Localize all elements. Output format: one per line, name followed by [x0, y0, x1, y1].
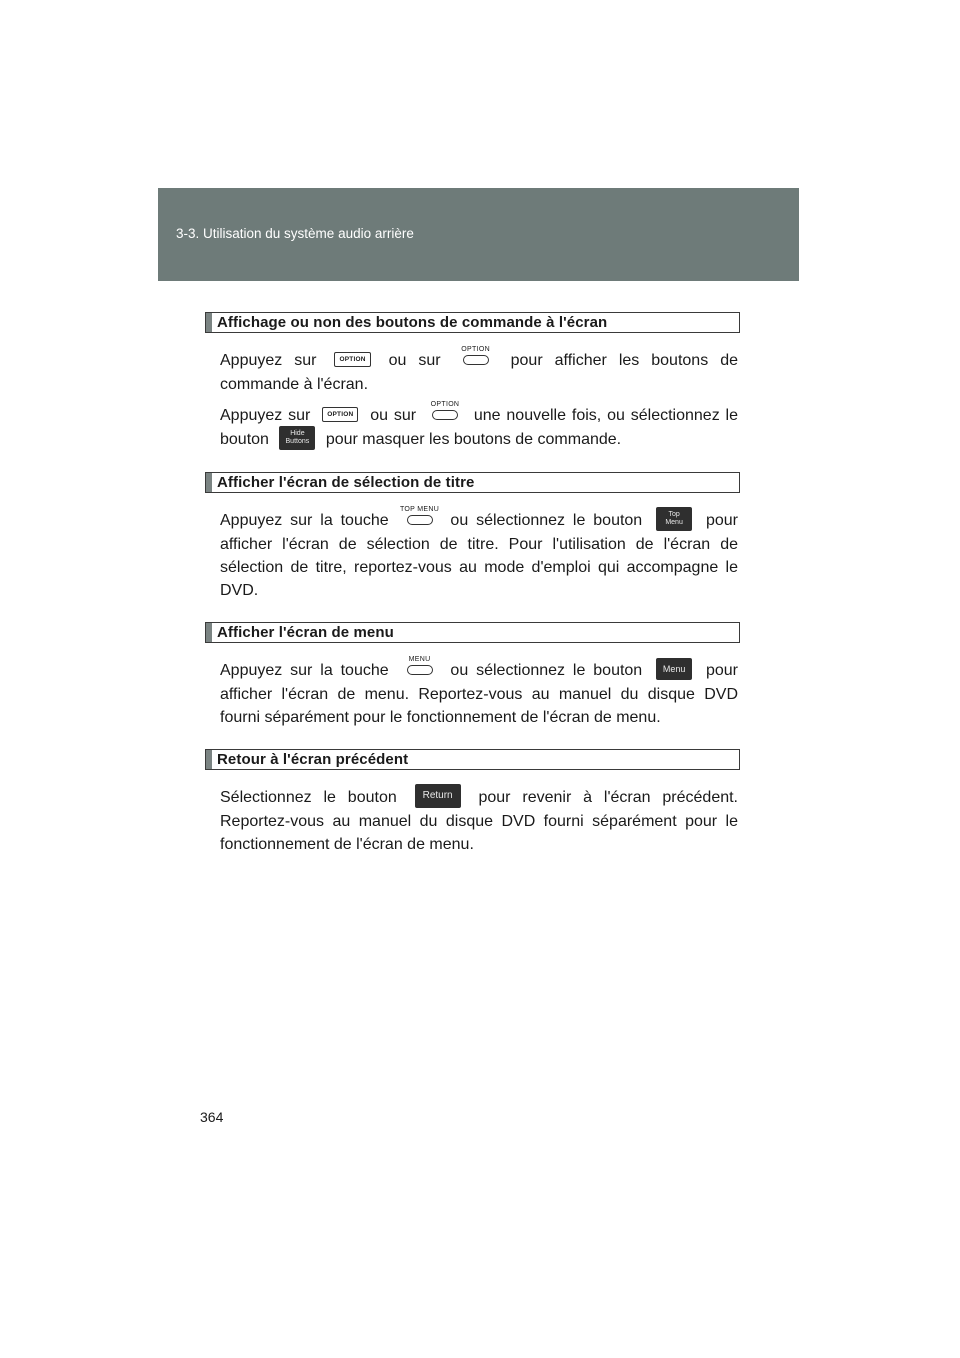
paragraph: Appuyez sur la touche TOP MENU ou sélectionnez le bouton Top Menu pour afficher l'écran de sélection de titre. Pour l'utilisation de l'écran de sélection de titre, reportez-vous au mode d'emploi qui accompagne le DVD. — [220, 506, 739, 599]
option-oval-key-icon: OPTION — [428, 401, 462, 425]
section-heading-buttons: Affichage ou non des boutons de commande à l'écran — [205, 312, 740, 333]
option-key-icon: OPTION — [322, 407, 358, 422]
option-oval-key-icon: OPTION — [459, 346, 493, 370]
menu-key-icon: MENU — [403, 656, 437, 680]
chapter-header — [158, 188, 799, 281]
top-menu-button-icon: Top Menu — [656, 507, 692, 531]
paragraph: Appuyez sur OPTION ou sur OPTION une nouvelle fois, ou sélectionnez le bouton Hide Buttons pour masquer les boutons de commande. — [220, 401, 739, 449]
section-body-buttons — [220, 346, 739, 452]
option-key-icon: OPTION — [334, 352, 370, 367]
page-number: 364 — [200, 1109, 224, 1125]
return-button-icon: Return — [415, 784, 461, 808]
section-body-return — [220, 786, 738, 856]
section-heading-return: Retour à l'écran précédent — [205, 749, 740, 770]
paragraph: Appuyez sur la touche MENU ou sélectionnez le bouton Menu pour afficher l'écran de menu. Reportez-vous au manuel du disque DVD fourni séparément pour le fonctionnement de l'écran de menu. — [220, 656, 739, 726]
section-body-menu — [220, 656, 739, 729]
chapter-title: 3-3. Utilisation du système audio arrière — [176, 226, 414, 241]
paragraph: Sélectionnez le bouton Return pour revenir à l'écran précédent. Reportez-vous au manuel du disque DVD fourni séparément pour le fonctionnement de l'écran de menu. — [220, 786, 738, 856]
top-menu-key-icon: TOP MENU — [403, 506, 437, 530]
section-body-title-select — [220, 506, 739, 602]
menu-button-icon: Menu — [656, 658, 692, 680]
hide-buttons-button-icon: Hide Buttons — [279, 426, 315, 450]
section-heading-title-select: Afficher l'écran de sélection de titre — [205, 472, 740, 493]
section-heading-menu: Afficher l'écran de menu — [205, 622, 740, 643]
paragraph: Appuyez sur OPTION ou sur OPTION pour afficher les boutons de commande à l'écran. — [220, 346, 738, 393]
